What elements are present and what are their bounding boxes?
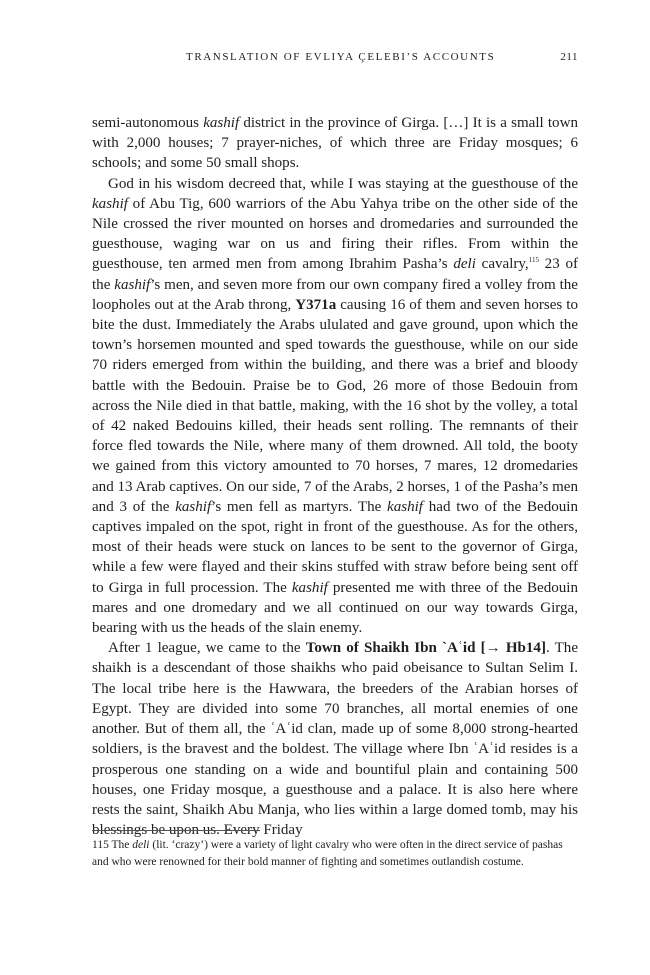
- italic-term: kashif: [175, 498, 212, 515]
- paragraph: [92, 638, 578, 840]
- running-title: TRANSLATION OF EVLIYA ÇELEBI’S ACCOUNTS: [186, 51, 496, 63]
- text-run: After 1 league, we came to the: [108, 640, 306, 657]
- footnote-reference: 115: [528, 256, 539, 265]
- text-run: cavalry,: [475, 256, 529, 273]
- text-run: presented me with three of the Bedouin mares and one dromedary and we all continued on our way towards Girga, bearing with us the heads of the slain enemy.: [92, 579, 578, 637]
- text-run: 23 of the: [92, 256, 578, 293]
- italic-term: kashif: [92, 195, 128, 212]
- text-run: God in his wisdom decreed that, while I was staying at the guesthouse of the: [108, 175, 578, 192]
- body-text: [92, 113, 578, 840]
- text-run: . The shaikh is a descendant of those shaikhs who paid obeisance to Sultan Selim I. The local tribe here is the Hawwara, the breeders of the Arabian horses of Egypt. They are divided into some 70 branches, all mortal enemies of one another. But of them all, the ʿAʿid clan, made up of some 8,000 strong-hearted soldiers, is the bravest and the boldest. The village where Ibn ʿAʿid resides is a prosperous one standing on a wide and bountiful plain and containing 500 houses, one Friday mosque, a guesthouse and a palace. It is also here where rests the saint, Shaikh Abu Manja, who lies within a large domed tomb, may his blessings be upon us. Every Friday: [92, 640, 579, 839]
- text-run: district in the province of Girga. […] It is a small town with 2,000 houses; 7 prayer-niches, of which three are Friday mosques; 6 schools; and some 50 small shops.: [92, 115, 578, 172]
- text-run: had two of the Bedouin captives impaled on the spot, right in front of the guesthouse. As for the others, most of their heads were stuck on lances to be sent to the governor of Girga, while a few were flayed and their skins stuffed with straw before being sent off to Girga in full procession. The: [92, 498, 578, 596]
- footnote-rule: [92, 830, 260, 831]
- bold-term: Town of Shaikh Ibn `Aʿid [→ Hb14]: [305, 640, 546, 657]
- text-run: causing 16 of them and seven horses to bite the dust. Immediately the Arabs ululated and gave ground, upon which the town’s horsemen mounted and sped towards the guesthouse, while on our side 70 riders emerged from within the building, and there was a brief and bloody battle with the Bedouin. Praise be to God, 26 more of those Bedouin from across the Nile died in that battle, making, with the 16 shot by the volley, a total of 42 naked Bedouins killed, their heads sent rolling. The remnants of their force fled towards the Nile, where many of them drowned. All told, the booty we gained from this victory amounted to 70 horses, 7 mares, 12 dromedaries and 13 Arab captives. On our side, 7 of the Arabs, 2 horses, 1 of the Pasha’s men and 3 of the: [92, 296, 579, 515]
- text-run: 115 The: [92, 839, 133, 851]
- footnotes: [92, 837, 564, 870]
- footnote: [92, 837, 564, 870]
- bold-term: Y371a: [295, 296, 337, 313]
- paragraph: [92, 113, 578, 174]
- italic-term: deli: [132, 839, 150, 851]
- italic-term: kashif: [291, 579, 328, 596]
- italic-term: kashif: [387, 498, 423, 515]
- page-number: 211: [560, 51, 578, 63]
- running-head: [0, 51, 578, 69]
- italic-term: kashif: [203, 115, 240, 131]
- text-run: semi-autonomous: [92, 115, 204, 131]
- text-run: (lit. ‘crazy’) were a variety of light cavalry who were often in the direct service of pashas and who were renowned for their bold manner of fighting and sometimes outlandish costume.: [92, 839, 563, 868]
- paragraph: [92, 174, 578, 639]
- italic-term: kashif: [114, 276, 151, 293]
- text-run: ’s men, and seven more from our own company fired a volley from the loopholes out at the Arab throng,: [92, 276, 578, 313]
- text-run: of Abu Tig, 600 warriors of the Abu Yahya tribe on the other side of the Nile crossed the river mounted on horses and dromedaries and surrounded the guesthouse, waging war on us and firing their rifles. From within the guesthouse, ten armed men from among Ibrahim Pasha’s: [92, 195, 578, 273]
- text-run: ’s men fell as martyrs. The: [211, 498, 388, 515]
- italic-term: deli: [453, 256, 476, 273]
